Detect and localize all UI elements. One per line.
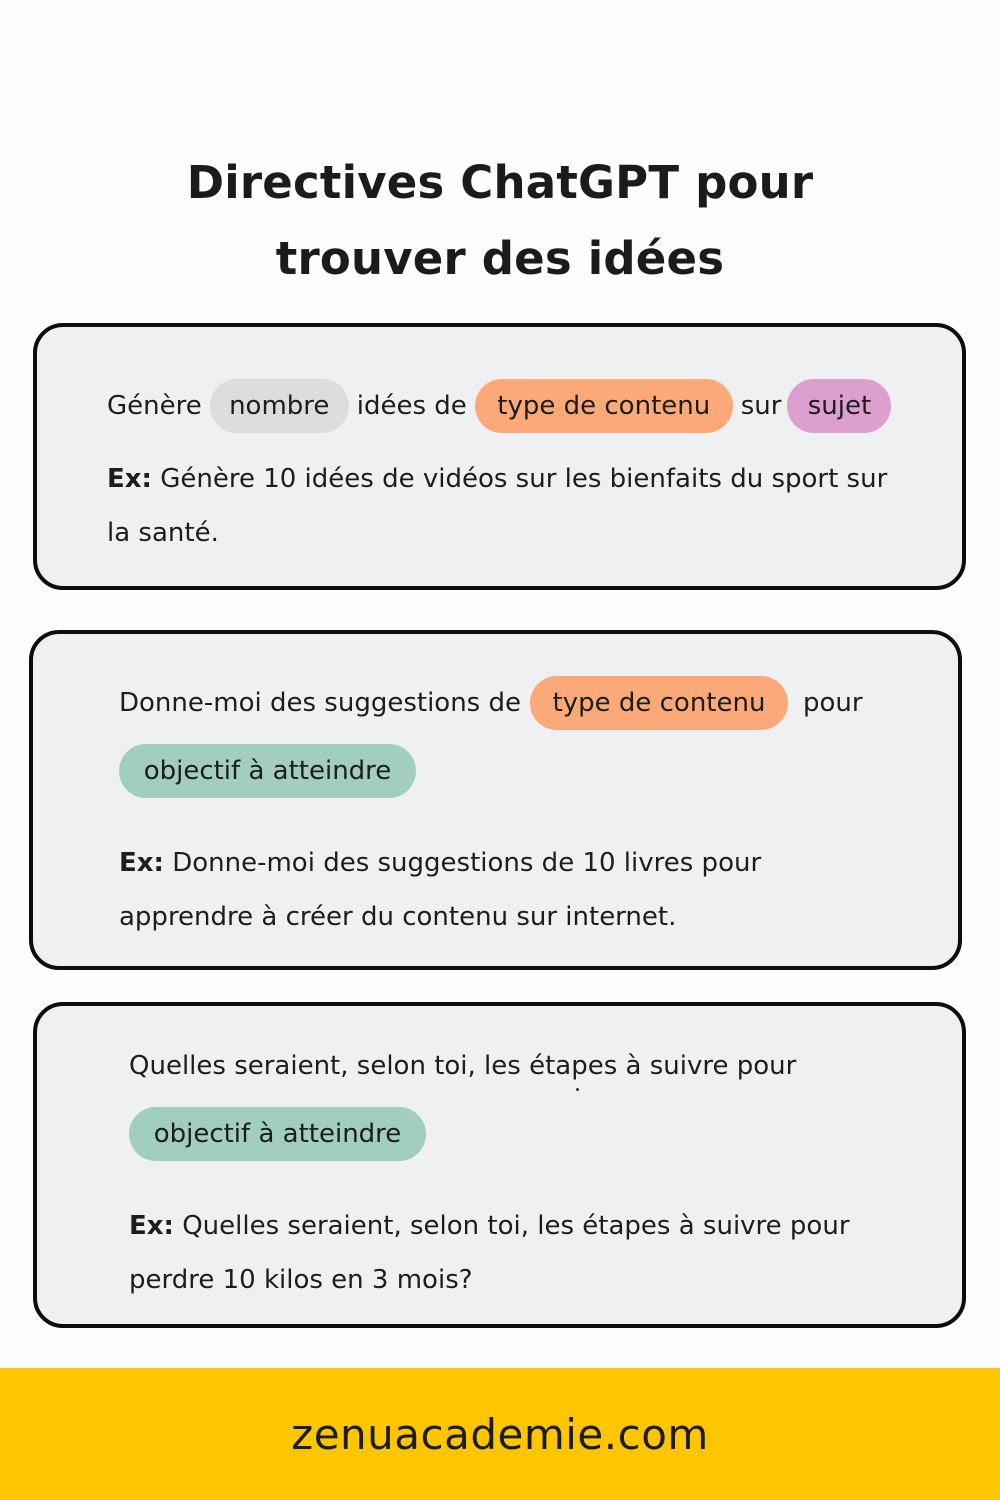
example-text-1 <box>107 452 887 560</box>
example-line-1: Génère 10 idées de vidéos sur les bienfaits du sport sur <box>151 464 888 494</box>
prompt-text: idées de <box>356 391 467 421</box>
prompt-text: sur <box>740 391 782 421</box>
stray-dot <box>576 1088 579 1091</box>
prompt-card-1 <box>33 323 966 590</box>
example-label: Ex: <box>129 1211 174 1241</box>
placeholder-pill-objectif: objectif à atteindre <box>119 744 416 798</box>
example-line-1: Donne-moi des suggestions de 10 livres pour <box>163 848 762 878</box>
placeholder-pill-nombre: nombre <box>210 379 349 433</box>
prompt-text: pour <box>802 688 863 718</box>
title-line-1: Directives ChatGPT pour <box>186 156 814 209</box>
example-line-2: la santé. <box>107 518 219 548</box>
example-line-1: Quelles seraient, selon toi, les étapes à suivre pour <box>173 1211 850 1241</box>
prompt-card-2 <box>29 630 962 970</box>
prompt-text: Génère <box>107 391 202 421</box>
footer-website[interactable]: zenuacademie.com <box>291 1409 709 1459</box>
prompt-template-2 <box>119 676 863 730</box>
placeholder-pill-type-de-contenu: type de contenu <box>475 379 733 433</box>
prompt-text: Donne-moi des suggestions de <box>119 688 521 718</box>
example-label: Ex: <box>119 848 164 878</box>
prompt-template-3-line-2 <box>129 1107 426 1161</box>
example-line-2: perdre 10 kilos en 3 mois? <box>129 1265 473 1295</box>
prompt-template-1 <box>107 379 891 433</box>
example-text-3 <box>129 1199 850 1307</box>
prompt-card-3 <box>33 1002 966 1328</box>
prompt-template-2-line-2 <box>119 744 416 798</box>
placeholder-pill-type-de-contenu: type de contenu <box>530 676 788 730</box>
page-title <box>0 145 1000 297</box>
example-line-2: apprendre à créer du contenu sur internet. <box>119 902 677 932</box>
prompt-text: Quelles seraient, selon toi, les étapes à suivre pour <box>129 1051 797 1081</box>
example-label: Ex: <box>107 464 152 494</box>
title-line-2: trouver des idées <box>275 232 725 285</box>
prompt-template-3 <box>129 1039 796 1093</box>
footer-banner <box>0 1368 1000 1500</box>
placeholder-pill-objectif: objectif à atteindre <box>129 1107 426 1161</box>
placeholder-pill-sujet: sujet <box>787 379 891 433</box>
example-text-2 <box>119 836 761 944</box>
